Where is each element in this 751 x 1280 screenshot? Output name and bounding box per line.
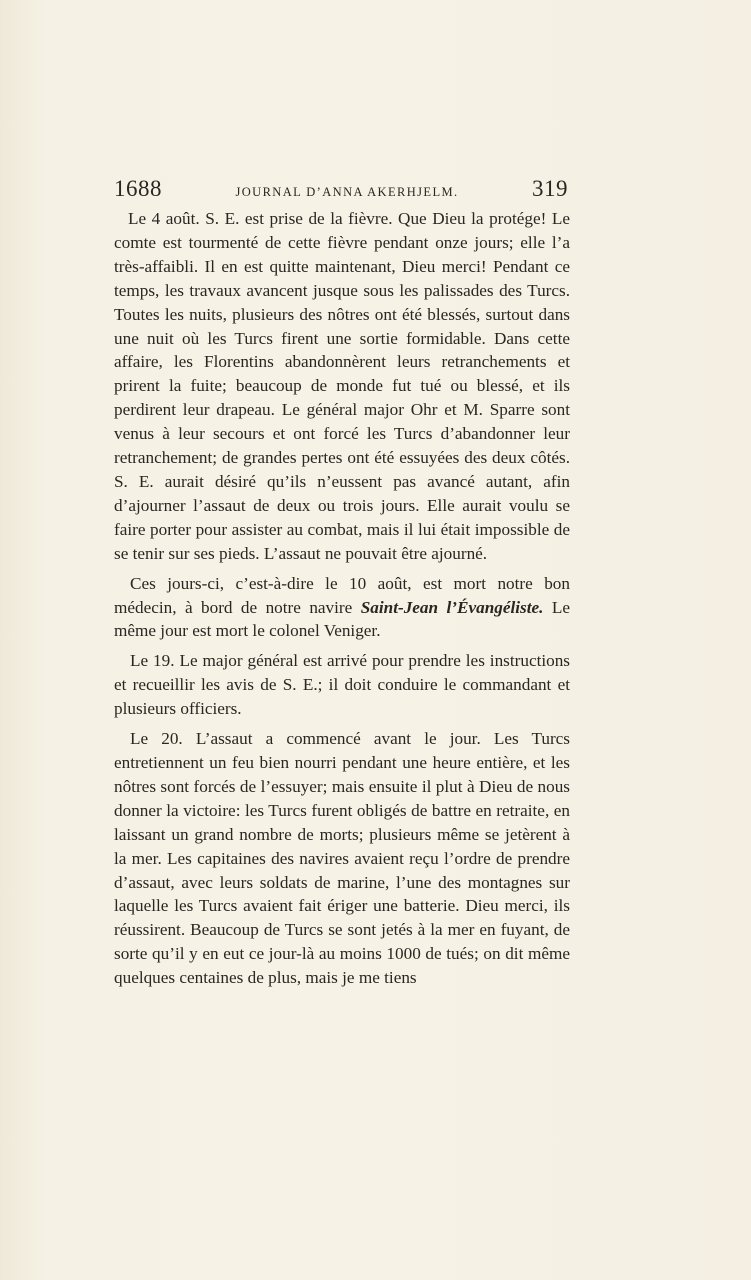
paragraph: [114, 572, 570, 644]
ship-name: Saint-Jean l’Évangéliste.: [360, 597, 544, 617]
header-title: JOURNAL D’ANNA AKERHJELM.: [235, 185, 459, 199]
paragraph: Le 4 août. S. E. est prise de la fièvre. Que Dieu la protége! Le comte est tourmenté de cette fièvre pendant onze jours; elle l’a très-affaibli. Il en est quitte maintenant, Dieu merci! Pendant ce temps, les travaux avancent jusque sous les palissades des Turcs. Toutes les nuits, plusieurs des nôtres ont été blessés, surtout dans une nuit où les Turcs firent une sortie formidable. Dans cette affaire, les Florentins abandonnèrent leurs retranchements et prirent la fuite; beaucoup de monde fut tué ou blessé, et ils perdirent leur drapeau. Le général major Ohr et M. Sparre sont venus à leur secours et ont forcé les Turcs d’abandonner leur retranchement; de grandes pertes ont été essuyées des deux côtés. S. E. aurait désiré qu’ils n’eussent pas avancé autant, afin d’ajourner l’assaut de deux ou trois jours. Elle aurait voulu se faire porter pour assister au combat, mais il lui était impossible de se tenir sur ses pieds. L’assaut ne pouvait être ajourné.: [114, 209, 570, 563]
paragraph-text: Ces jours-ci, c’est-à-dire le 10 août, est mort notre bon médecin, à bord de notre navire: [114, 573, 570, 617]
paragraph: Le 20. L’assaut a commencé avant le jour. Les Turcs entretiennent un feu bien nourri pendant une heure entière, et les nôtres sont forcés de l’essuyer; mais ensuite il plut à Dieu de nous donner la victoire: les Turcs furent obligés de battre en retraite, en laissant un grand nombre de morts; plusieurs même se jetèrent à la mer. Les capitaines des navires avaient reçu l’ordre de prendre d’assaut, avec leurs soldats de marine, l’une des montagnes sur laquelle les Turcs avaient fait ériger une batterie. Dieu merci, ils réussirent. Beaucoup de Turcs se sont jetés à la mer en fuyant, de sorte qu’il y en eut ce jour-là au moins 1000 de tués; on dit même quelques centaines de plus, mais je me tiens: [114, 729, 570, 988]
paragraph-text: Le même jour est mort le colonel Veniger.: [114, 597, 570, 641]
paragraph: Le 19. Le major général est arrivé pour prendre les instructions et recueillir les avis de S. E.; il doit conduire le commandant et plusieurs officiers.: [114, 651, 570, 719]
header-year: 1688: [114, 176, 162, 201]
running-header: [114, 176, 568, 202]
page-number: 319: [532, 176, 568, 201]
body-text: [114, 207, 570, 990]
